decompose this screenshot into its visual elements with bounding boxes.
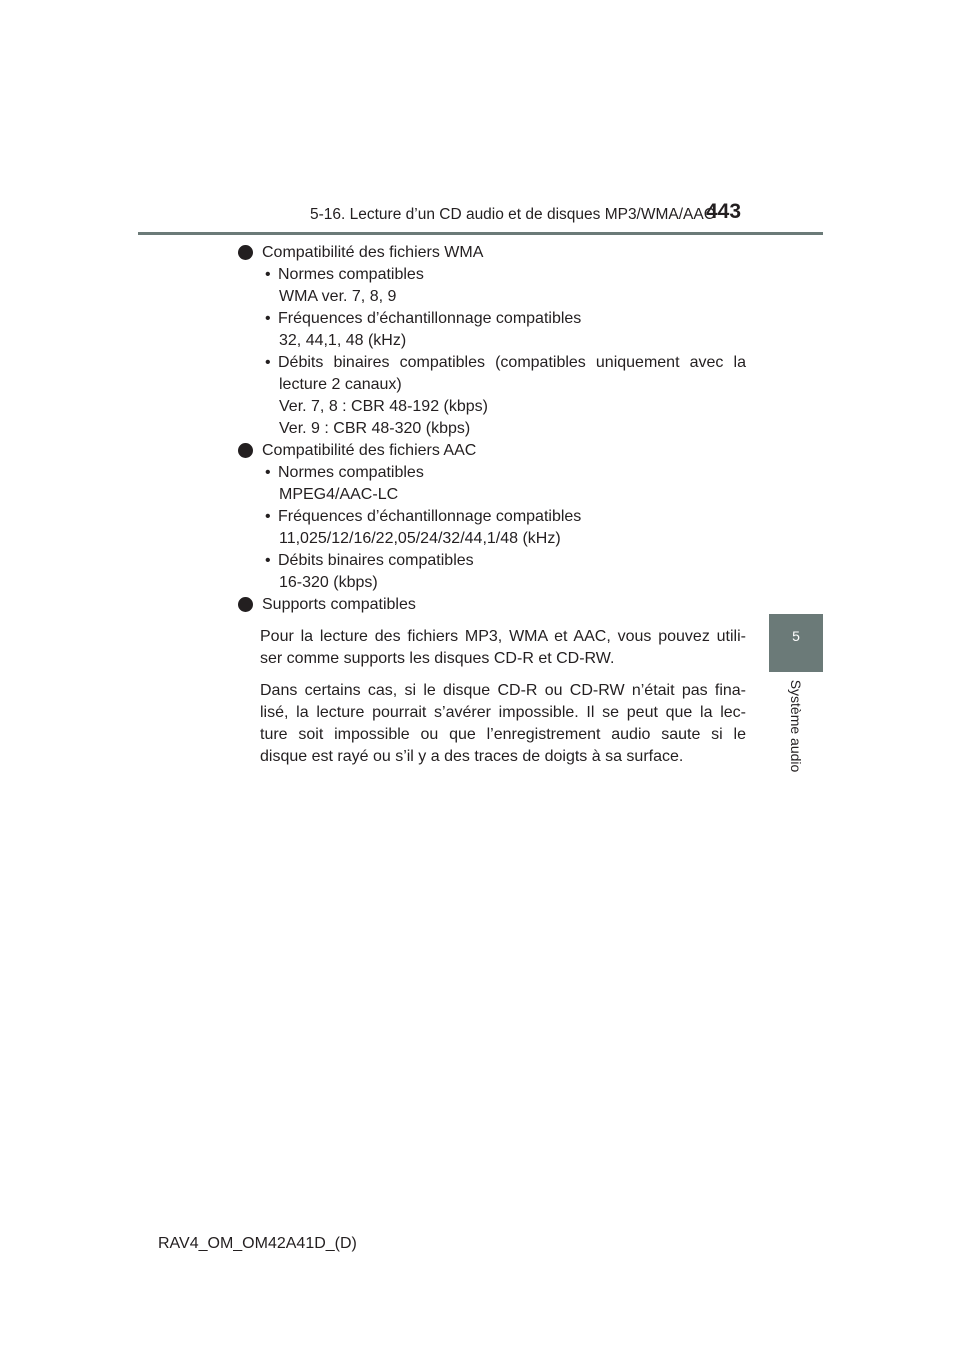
list-item-detail: 11,025/12/16/22,05/24/32/44,1/48 (kHz) [279,530,561,547]
paragraph: Pour la lecture des fichiers MP3, WMA et AAC, vous pouvez utili- ser comme supports les disques CD-R et CD-RW. [260,628,746,667]
section-heading: Compatibilité des fichiers WMA [238,242,746,264]
list-item: • Débits binaires compatibles (compatibles uniquement avec la [238,352,746,374]
sub-bullet-icon: • [265,508,271,525]
list-item-detail: 16-320 (kbps) [279,574,378,591]
chapter-label: Système audio [788,679,804,773]
section-heading: Compatibilité des fichiers AAC [238,440,746,462]
section-title: 5-16. Lecture d’un CD audio et de disques MP3/WMA/AAC [310,206,715,223]
sub-bullet-icon: • [265,266,271,283]
list-item: • Fréquences d’échantillonnage compatibles [238,506,746,528]
list-item: • Débits binaires compatibles [238,550,746,572]
media-section [238,594,746,768]
list-item: • Fréquences d’échantillonnage compatibles [238,308,746,330]
sub-bullet-icon: • [265,552,271,569]
section-heading: Supports compatibles [238,594,746,616]
chapter-number: 5 [792,628,800,644]
bullet-dot-icon [238,443,253,458]
header-divider [138,232,823,235]
wma-section [238,242,746,440]
list-item-detail: WMA ver. 7, 8, 9 [279,288,397,305]
aac-section [238,440,746,594]
list-item-detail: 32, 44,1, 48 (kHz) [279,332,407,349]
sub-bullet-icon: • [265,464,271,481]
page-content [238,242,746,768]
chapter-tab [769,614,823,672]
list-item-detail: Ver. 9 : CBR 48-320 (kbps) [279,420,471,437]
bullet-dot-icon [238,245,253,260]
document-code: RAV4_OM_OM42A41D_(D) [158,1235,357,1252]
list-item-detail: Ver. 7, 8 : CBR 48-192 (kbps) [279,398,488,415]
sub-bullet-icon: • [265,354,271,371]
paragraph: Dans certains cas, si le disque CD-R ou CD-RW n’était pas fina- lisé, la lecture pourrait s’avérer impossible. Il se peut que la lec- ture soit impossible ou que l’enregistrement audio saute si le disque est rayé ou s’il y a des traces de doigts à sa surface. [260,682,746,765]
bullet-dot-icon [238,597,253,612]
page-number: 443 [706,200,742,223]
sub-bullet-icon: • [265,310,271,327]
list-item-detail: MPEG4/AAC-LC [279,486,399,503]
list-item: • Normes compatibles [238,462,746,484]
list-item-label-continued: lecture 2 canaux) [279,376,402,393]
list-item: • Normes compatibles [238,264,746,286]
